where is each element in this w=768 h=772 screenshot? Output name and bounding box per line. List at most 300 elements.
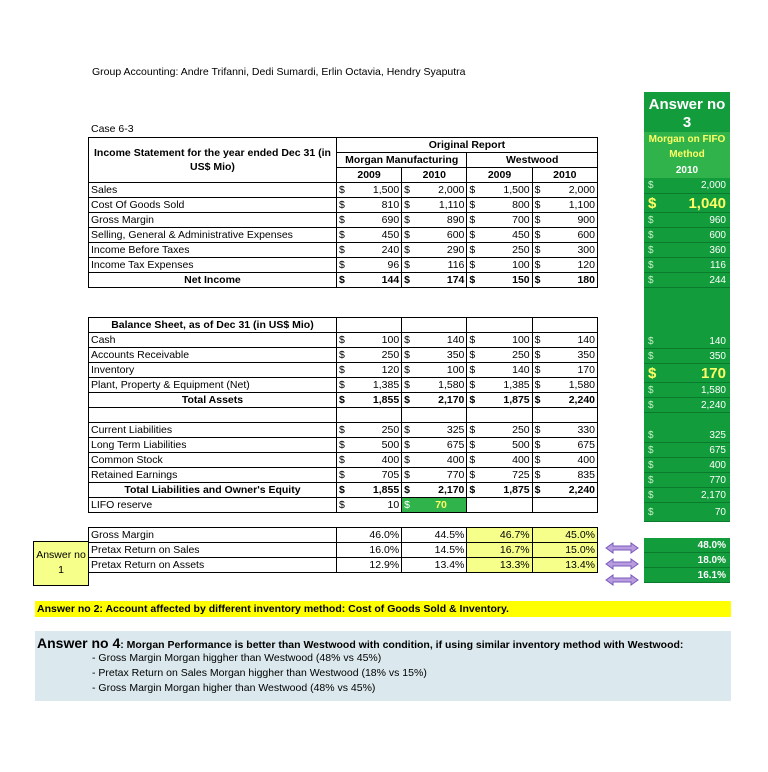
answer3-value: 1,040: [688, 195, 726, 212]
currency-sign: $: [648, 195, 657, 212]
value-cell: 180: [546, 273, 597, 288]
answer4-item: - Pretax Return on Sales Morgan higgher than Westwood (18% vs 15%): [92, 667, 427, 679]
income-title: Income Statement for the year ended Dec 31 (in US$ Mio): [89, 138, 337, 183]
currency-sign: $: [648, 336, 654, 347]
company-westwood: Westwood: [467, 153, 598, 168]
currency-sign: $: [532, 348, 546, 363]
ratio-value: 46.0%: [336, 528, 401, 543]
value-cell: 2,000: [416, 183, 467, 198]
year-header: 2009: [336, 168, 401, 183]
currency-sign: $: [402, 423, 416, 438]
year-header: 2009: [467, 168, 532, 183]
currency-sign: $: [648, 507, 654, 518]
currency-sign: $: [402, 393, 416, 408]
answer4-box: [35, 631, 731, 701]
answer3-ratio-row: [644, 553, 730, 568]
currency-sign: $: [336, 183, 350, 198]
answer3-ratio: 16.1%: [697, 570, 726, 581]
ratio-value: 13.3%: [467, 558, 532, 573]
table-row: [89, 393, 598, 408]
answer3-value: 1,580: [700, 385, 726, 396]
currency-sign: $: [532, 213, 546, 228]
value-cell: 835: [546, 468, 597, 483]
currency-sign: $: [467, 348, 481, 363]
answer4-lead: Answer no 4: [37, 635, 121, 651]
table-row: [89, 498, 598, 513]
answer3-value: 360: [709, 245, 726, 256]
currency-sign: $: [467, 438, 481, 453]
spacer: [350, 408, 401, 423]
table-row: [89, 228, 598, 243]
spacer: [467, 408, 481, 423]
original-report-header: Original Report: [336, 138, 597, 153]
answer3-ratio: 48.0%: [697, 540, 726, 551]
value-cell: 900: [546, 213, 597, 228]
currency-sign: $: [402, 438, 416, 453]
ratio-value: 44.5%: [402, 528, 467, 543]
ratio-value: 45.0%: [532, 528, 597, 543]
currency-sign: $: [336, 273, 350, 288]
currency-sign: $: [467, 393, 481, 408]
answer3-value: 350: [709, 351, 726, 362]
answer3-value-row: [644, 428, 730, 443]
spacer: [416, 318, 467, 333]
ratio-value: 13.4%: [402, 558, 467, 573]
currency-sign: $: [402, 453, 416, 468]
currency-sign: $: [467, 483, 481, 498]
answer3-value: 170: [700, 365, 726, 382]
spacer: [336, 318, 350, 333]
spacer: [402, 318, 416, 333]
currency-sign: $: [402, 243, 416, 258]
spacer: [644, 522, 730, 538]
table-row: [89, 258, 598, 273]
currency-sign: $: [532, 228, 546, 243]
currency-sign: $: [532, 438, 546, 453]
value-cell: 770: [416, 468, 467, 483]
currency-sign: $: [648, 275, 654, 286]
currency-sign: $: [467, 333, 481, 348]
currency-sign: $: [532, 243, 546, 258]
table-row: [89, 198, 598, 213]
answer3-value: 2,000: [700, 180, 726, 191]
answer3-value-row: [644, 258, 730, 273]
currency-sign: $: [402, 483, 416, 498]
lifo-2009: 10: [350, 498, 401, 513]
value-cell: 250: [350, 423, 401, 438]
value-cell: 1,855: [350, 483, 401, 498]
currency-sign: $: [532, 333, 546, 348]
value-cell: 675: [416, 438, 467, 453]
answer3-value-row: [644, 398, 730, 413]
row-label: Accounts Receivable: [89, 348, 337, 363]
row-label: Current Liabilities: [89, 423, 337, 438]
value-cell: 1,875: [481, 483, 532, 498]
value-cell: 350: [416, 348, 467, 363]
answer3-ratio-row: [644, 538, 730, 553]
value-cell: 1,385: [481, 378, 532, 393]
currency-sign: $: [467, 258, 481, 273]
row-label: Inventory: [89, 363, 337, 378]
answer3-number: 3: [682, 114, 692, 131]
value-cell: 100: [481, 333, 532, 348]
value-cell: 725: [481, 468, 532, 483]
answer3-value: 325: [709, 430, 726, 441]
answer3-title: Answer no: [648, 96, 726, 113]
value-cell: 1,500: [481, 183, 532, 198]
currency-sign: $: [648, 215, 654, 226]
answer3-value-row: [644, 364, 730, 383]
currency-sign: $: [467, 423, 481, 438]
spacer: [89, 408, 337, 423]
answer1-title: Answer no: [36, 549, 86, 561]
answer3-value-row: [644, 213, 730, 228]
currency-sign: $: [336, 333, 350, 348]
currency-sign: $: [648, 180, 654, 191]
table-row: [89, 453, 598, 468]
answer4-text: : Morgan Performance is better than Westwood with condition, if using similar inventory method with Westwood:: [120, 639, 684, 651]
row-label: Gross Margin: [89, 213, 337, 228]
value-cell: 810: [350, 198, 401, 213]
spacer: [546, 318, 597, 333]
table-row: [89, 213, 598, 228]
ratio-value: 13.4%: [532, 558, 597, 573]
value-cell: 330: [546, 423, 597, 438]
spacer: [481, 498, 532, 513]
double-arrow-icon: [604, 541, 640, 555]
ratio-value: 14.5%: [402, 543, 467, 558]
value-cell: 174: [416, 273, 467, 288]
row-label: Selling, General & Administrative Expenses: [89, 228, 337, 243]
value-cell: 400: [481, 453, 532, 468]
value-cell: 675: [546, 438, 597, 453]
value-cell: 600: [546, 228, 597, 243]
value-cell: 1,580: [416, 378, 467, 393]
currency-sign: $: [532, 483, 546, 498]
currency-sign: $: [467, 228, 481, 243]
currency-sign: $: [336, 213, 350, 228]
answer4-item: - Gross Margin Morgan higher than Westwood (48% vs 45%): [92, 682, 376, 694]
value-cell: 690: [350, 213, 401, 228]
table-row: [89, 288, 598, 303]
spacer: [644, 319, 730, 334]
value-cell: 250: [481, 348, 532, 363]
case-label: Case 6-3: [91, 123, 134, 135]
value-cell: 890: [416, 213, 467, 228]
value-cell: 705: [350, 468, 401, 483]
value-cell: 1,875: [481, 393, 532, 408]
table-row: [89, 438, 598, 453]
spacer: [467, 318, 481, 333]
currency-sign: $: [648, 260, 654, 271]
double-arrow-icon: [604, 573, 640, 587]
value-cell: 300: [546, 243, 597, 258]
currency-sign: $: [648, 385, 654, 396]
value-cell: 96: [350, 258, 401, 273]
table-row: [89, 558, 598, 573]
row-label: Cost Of Goods Sold: [89, 198, 337, 213]
table-row: [89, 363, 598, 378]
currency-sign: $: [402, 378, 416, 393]
answer3-value-row: [644, 273, 730, 288]
currency-sign: $: [467, 378, 481, 393]
table-row: [89, 543, 598, 558]
table-row: [89, 468, 598, 483]
year-header: 2010: [532, 168, 597, 183]
spacer: [350, 318, 401, 333]
row-label: Retained Earnings: [89, 468, 337, 483]
currency-sign: $: [467, 243, 481, 258]
value-cell: 1,580: [546, 378, 597, 393]
value-cell: 290: [416, 243, 467, 258]
currency-sign: $: [336, 393, 350, 408]
value-cell: 1,385: [350, 378, 401, 393]
answer2-banner: Answer no 2: Account affected by different inventory method: Cost of Goods Sold & Inventory.: [35, 601, 731, 617]
value-cell: 100: [416, 363, 467, 378]
value-cell: 140: [416, 333, 467, 348]
currency-sign: $: [402, 273, 416, 288]
value-cell: 1,110: [416, 198, 467, 213]
answer3-value-row: [644, 503, 730, 522]
ratio-value: 15.0%: [532, 543, 597, 558]
answer3-value: 770: [709, 475, 726, 486]
currency-sign: $: [402, 468, 416, 483]
value-cell: 2,240: [546, 483, 597, 498]
company-morgan: Morgan Manufacturing: [336, 153, 466, 168]
table-row: [89, 423, 598, 438]
answer3-year: 2010: [644, 163, 730, 178]
currency-sign: $: [648, 400, 654, 411]
table-row: [89, 528, 598, 543]
answer3-ratio-row: [644, 568, 730, 583]
value-cell: 450: [350, 228, 401, 243]
spacer: [532, 408, 546, 423]
ratio-label: Pretax Return on Assets: [89, 558, 337, 573]
currency-sign: $: [648, 430, 654, 441]
table-row: [89, 408, 598, 423]
value-cell: 325: [416, 423, 467, 438]
currency-sign: $: [402, 333, 416, 348]
table-row: [89, 348, 598, 363]
currency-sign: $: [336, 453, 350, 468]
currency-sign: $: [648, 475, 654, 486]
spacer: [644, 288, 730, 319]
table-row: [89, 318, 598, 333]
currency-sign: $: [467, 198, 481, 213]
answer3-value: 70: [714, 507, 726, 518]
value-cell: 170: [546, 363, 597, 378]
currency-sign: $: [532, 273, 546, 288]
currency-sign: $: [402, 213, 416, 228]
table-row: [89, 303, 598, 318]
spacer: [89, 288, 598, 303]
answer3-value: 960: [709, 215, 726, 226]
currency-sign: $: [402, 228, 416, 243]
currency-sign: $: [532, 363, 546, 378]
table-row: [89, 183, 598, 198]
spacer: [481, 318, 532, 333]
answer3-value-row: [644, 178, 730, 194]
answer3-value-row: [644, 488, 730, 503]
table-row: [89, 138, 598, 153]
currency-sign: $: [336, 423, 350, 438]
value-cell: 120: [350, 363, 401, 378]
spacer: [89, 513, 598, 528]
currency-sign: $: [336, 438, 350, 453]
row-label: Long Term Liabilities: [89, 438, 337, 453]
value-cell: 400: [416, 453, 467, 468]
row-label: Total Liabilities and Owner's Equity: [89, 483, 337, 498]
answer3-value: 2,170: [700, 490, 726, 501]
currency-sign: $: [648, 445, 654, 456]
value-cell: 400: [546, 453, 597, 468]
table-row: [89, 333, 598, 348]
value-cell: 1,855: [350, 393, 401, 408]
currency-sign: $: [402, 348, 416, 363]
currency-sign: $: [336, 483, 350, 498]
value-cell: 144: [350, 273, 401, 288]
currency-sign: $: [532, 468, 546, 483]
currency-sign: $: [648, 245, 654, 256]
ratio-label: Gross Margin: [89, 528, 337, 543]
value-cell: 2,240: [546, 393, 597, 408]
table-row: [89, 513, 598, 528]
ratio-value: 12.9%: [336, 558, 401, 573]
spacer: [402, 408, 416, 423]
value-cell: 700: [481, 213, 532, 228]
table-row: [89, 378, 598, 393]
answer3-value: 600: [709, 230, 726, 241]
currency-sign: $: [336, 363, 350, 378]
currency-sign: $: [467, 213, 481, 228]
currency-sign: $: [336, 198, 350, 213]
row-label: Total Assets: [89, 393, 337, 408]
lifo-label: LIFO reserve: [89, 498, 337, 513]
value-cell: 140: [546, 333, 597, 348]
currency-sign: $: [467, 468, 481, 483]
answer3-value: 675: [709, 445, 726, 456]
answer3-value: 116: [710, 260, 726, 271]
answer3-value: 244: [709, 275, 726, 286]
spacer: [89, 303, 598, 318]
answer3-value-row: [644, 349, 730, 364]
spacer: [546, 498, 597, 513]
table-row: [89, 483, 598, 498]
answer3-value-row: [644, 243, 730, 258]
answer3-subtitle: Morgan on FIFO Method: [644, 132, 730, 163]
answer3-column: [644, 92, 730, 583]
ratio-value: 16.0%: [336, 543, 401, 558]
answer3-value-row: [644, 194, 730, 213]
spacer: [416, 408, 467, 423]
row-label: Net Income: [89, 273, 337, 288]
value-cell: 350: [546, 348, 597, 363]
answer3-ratio: 18.0%: [697, 555, 726, 566]
lifo-2010: 70: [416, 498, 467, 513]
document-header: Group Accounting: Andre Trifanni, Dedi Sumardi, Erlin Octavia, Hendry Syaputra: [92, 66, 466, 78]
spacer: [546, 408, 597, 423]
spacer: [644, 413, 730, 428]
value-cell: 120: [546, 258, 597, 273]
table-row: [89, 243, 598, 258]
answer3-value: 400: [709, 460, 726, 471]
table-row: [89, 273, 598, 288]
value-cell: 1,100: [546, 198, 597, 213]
currency-sign: $: [467, 273, 481, 288]
spacer: [336, 408, 350, 423]
currency-sign: $: [336, 243, 350, 258]
value-cell: 140: [481, 363, 532, 378]
currency-sign: $: [336, 378, 350, 393]
currency-sign: $: [648, 490, 654, 501]
value-cell: 450: [481, 228, 532, 243]
value-cell: 250: [481, 423, 532, 438]
currency-sign: $: [648, 460, 654, 471]
currency-sign: $: [336, 348, 350, 363]
value-cell: 250: [350, 348, 401, 363]
spacer: [481, 408, 532, 423]
value-cell: 2,170: [416, 393, 467, 408]
ratio-value: 16.7%: [467, 543, 532, 558]
currency-sign: $: [402, 183, 416, 198]
year-header: 2010: [402, 168, 467, 183]
row-label: Common Stock: [89, 453, 337, 468]
answer3-value: 140: [709, 336, 726, 347]
spacer: [467, 498, 481, 513]
currency-sign: $: [336, 228, 350, 243]
value-cell: 500: [481, 438, 532, 453]
currency-sign: $: [648, 230, 654, 241]
financial-table: [88, 137, 598, 573]
currency-sign: $: [336, 498, 350, 513]
currency-sign: $: [532, 183, 546, 198]
value-cell: 240: [350, 243, 401, 258]
balance-title: Balance Sheet, as of Dec 31 (in US$ Mio): [89, 318, 337, 333]
row-label: Income Before Taxes: [89, 243, 337, 258]
value-cell: 600: [416, 228, 467, 243]
value-cell: 1,500: [350, 183, 401, 198]
value-cell: 250: [481, 243, 532, 258]
currency-sign: $: [336, 258, 350, 273]
currency-sign: $: [648, 351, 654, 362]
answer3-value-row: [644, 334, 730, 349]
value-cell: 150: [481, 273, 532, 288]
currency-sign: $: [402, 258, 416, 273]
ratio-label: Pretax Return on Sales: [89, 543, 337, 558]
currency-sign: $: [467, 453, 481, 468]
value-cell: 100: [350, 333, 401, 348]
double-arrow-icon: [604, 557, 640, 571]
currency-sign: $: [532, 393, 546, 408]
currency-sign: $: [532, 453, 546, 468]
answer3-value-row: [644, 228, 730, 243]
row-label: Sales: [89, 183, 337, 198]
currency-sign: $: [532, 423, 546, 438]
answer3-value-row: [644, 443, 730, 458]
currency-sign: $: [402, 363, 416, 378]
value-cell: 2,000: [546, 183, 597, 198]
spacer: [532, 498, 546, 513]
currency-sign: $: [648, 365, 657, 382]
currency-sign: $: [402, 198, 416, 213]
currency-sign: $: [532, 258, 546, 273]
value-cell: 800: [481, 198, 532, 213]
row-label: Plant, Property & Equipment (Net): [89, 378, 337, 393]
currency-sign: $: [532, 378, 546, 393]
currency-sign: $: [532, 198, 546, 213]
answer4-item: - Gross Margin Morgan higgher than Westwood (48% vs 45%): [92, 652, 382, 664]
value-cell: 100: [481, 258, 532, 273]
